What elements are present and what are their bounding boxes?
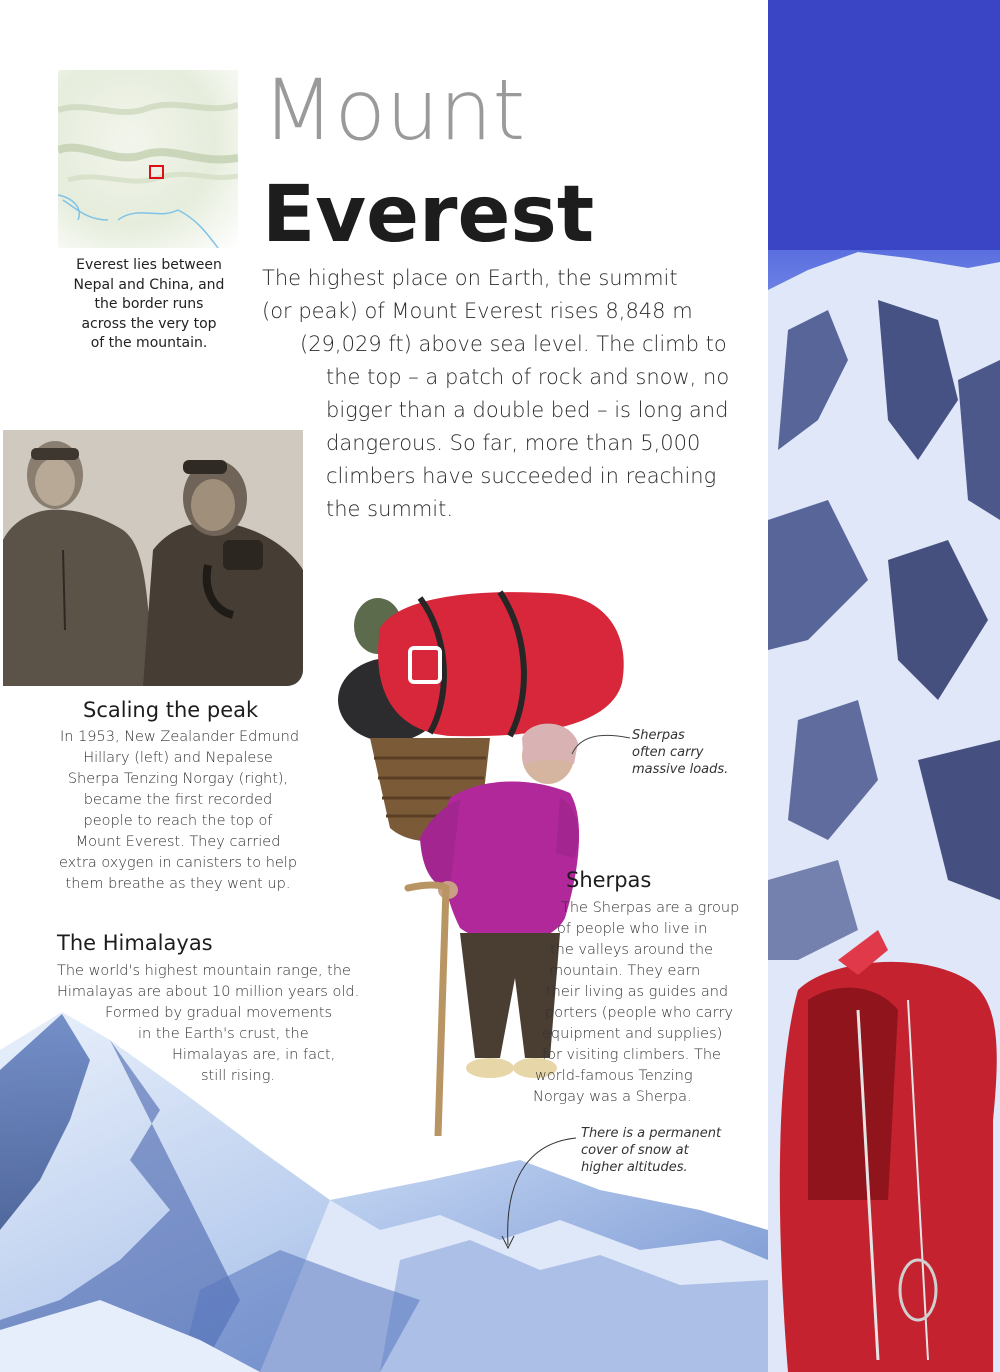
load-note-line: massive loads. [632, 762, 729, 777]
scaling-line: Hillary (left) and Nepalese [83, 750, 273, 766]
snow-note-line: higher altitudes. [581, 1160, 688, 1175]
map-caption-line: Everest lies between [76, 257, 222, 273]
sherpas-line: the valleys around the [550, 942, 713, 958]
intro-line: climbers have succeeded in reaching [326, 464, 717, 488]
hillary-tenzing-photo [3, 430, 303, 686]
himalayas-line: still rising. [201, 1068, 276, 1084]
intro-line: the top – a patch of rock and snow, no [326, 365, 730, 389]
load-note-line: often carry [632, 745, 704, 760]
scaling-line: Mount Everest. They carried [75, 834, 281, 850]
himalayas-line: The world's highest mountain range, the [57, 963, 351, 979]
sherpas-line: porters (people who carry [545, 1005, 734, 1021]
snow-note-line: cover of snow at [581, 1143, 689, 1158]
location-map [58, 70, 238, 248]
sherpas-line: for visiting climbers. The [542, 1047, 721, 1063]
scaling-line: them breathe as they went up. [65, 876, 291, 892]
map-caption [56, 256, 242, 354]
sherpas-line: their living as guides and [546, 984, 729, 1000]
sherpas-line: equipment and supplies) [542, 1026, 723, 1042]
snow-note-pointer [496, 1130, 586, 1255]
page-title-line1: Mount [262, 61, 526, 159]
scaling-line: In 1953, New Zealander Edmund [60, 729, 300, 745]
himalayas-line: Formed by gradual movements [105, 1005, 333, 1021]
intro-line: The highest place on Earth, the summit [262, 266, 678, 290]
intro-line: (29,029 ft) above sea level. The climb to [300, 332, 727, 356]
map-caption-line: the border runs [94, 296, 204, 312]
intro-line: bigger than a double bed – is long and [326, 398, 729, 422]
load-note-line: Sherpas [632, 728, 685, 743]
climbers-illustration [3, 430, 303, 686]
scaling-line: extra oxygen in canisters to help [58, 855, 298, 871]
scaling-line: became the first recorded [83, 792, 273, 808]
sherpas-line: mountain. They earn [549, 963, 701, 979]
sherpas-line: The Sherpas are a group [561, 900, 740, 916]
map-caption-line: Nepal and China, and [73, 276, 225, 293]
climber-ridge-photo [768, 0, 1000, 1372]
snow-note-line: There is a permanent [581, 1126, 722, 1141]
intro-line: (or peak) of Mount Everest rises 8,848 m [262, 299, 693, 323]
himalayas-heading: The Himalayas [57, 931, 213, 955]
map-caption-line: across the very top [81, 315, 217, 332]
himalayas-line: in the Earth's crust, the [138, 1026, 309, 1042]
himalayas-line: Himalayas are about 10 million years old. [57, 984, 360, 1000]
ridge-illustration [768, 0, 1000, 1372]
sherpas-line: world-famous Tenzing [535, 1068, 693, 1084]
sherpas-line: Norgay was a Sherpa. [533, 1089, 692, 1105]
sherpas-line: of people who live in [557, 921, 708, 937]
scaling-line: Sherpa Tenzing Norgay (right), [67, 771, 289, 787]
map-graphic [58, 70, 238, 248]
scaling-line: people to reach the top of [83, 813, 273, 829]
intro-line: dangerous. So far, more than 5,000 [326, 431, 701, 455]
map-caption-line: of the mountain. [90, 335, 208, 351]
himalayas-line: Himalayas are, in fact, [172, 1047, 336, 1063]
page-title-line2: Everest [262, 170, 595, 260]
sherpas-heading: Sherpas [566, 868, 652, 892]
intro-line: the summit. [326, 497, 454, 521]
scaling-heading: Scaling the peak [83, 698, 259, 722]
